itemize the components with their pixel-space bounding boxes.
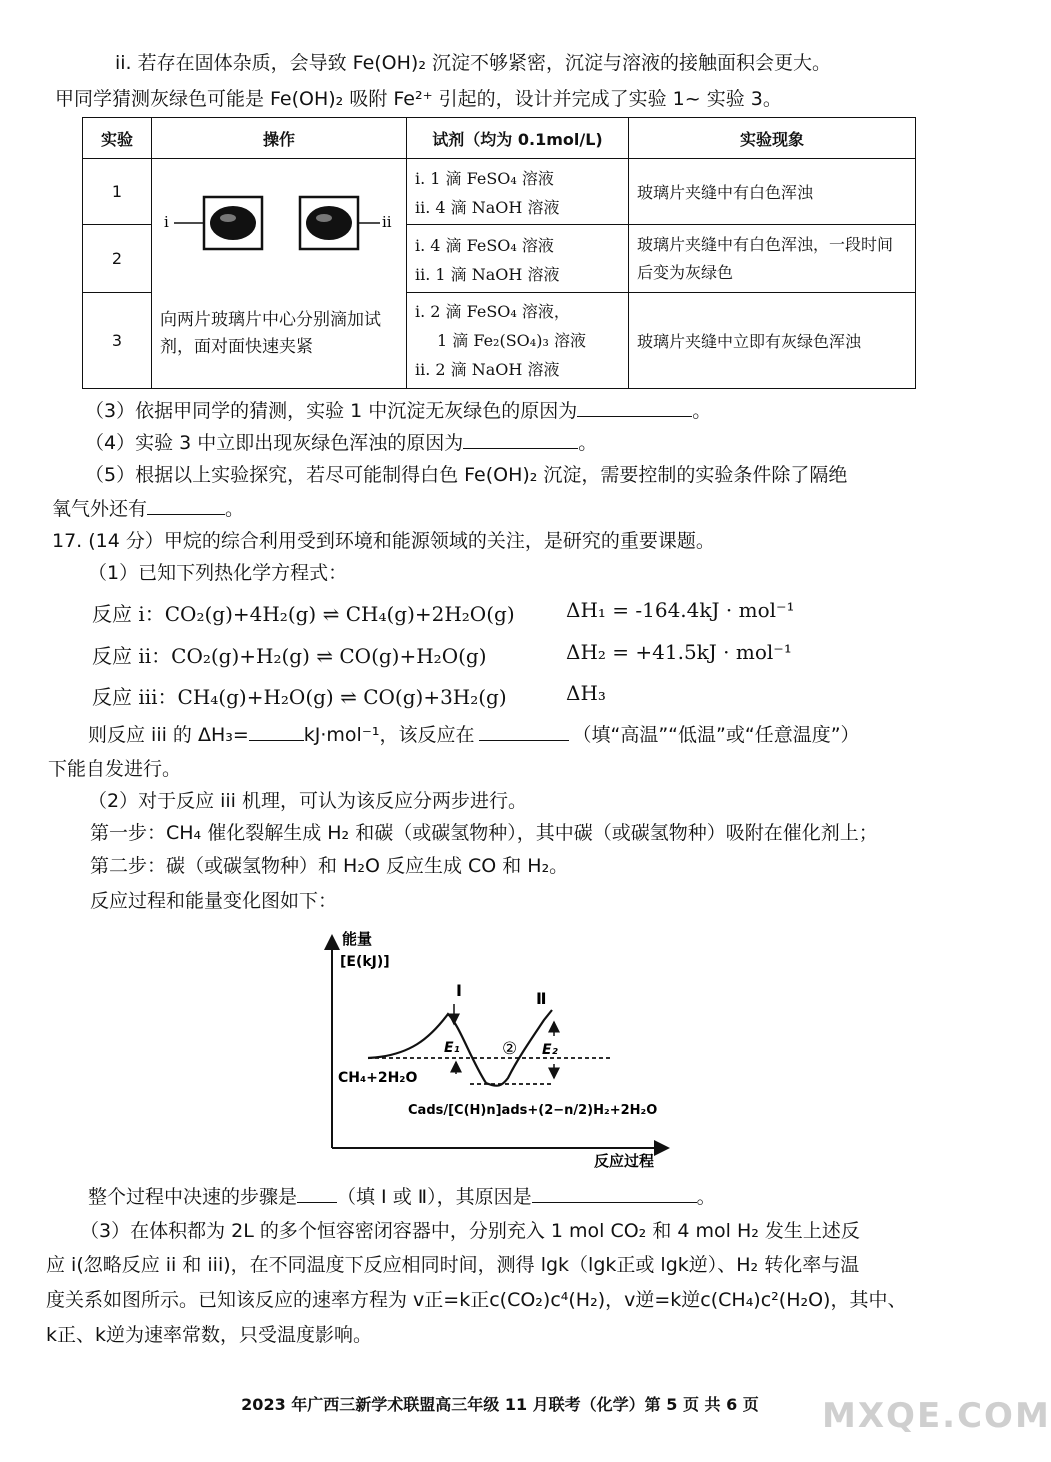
subquestion-3-line-4: k正、k逆为速率常数，只受温度影响。 — [46, 1324, 373, 1346]
answer-blank[interactable] — [463, 430, 578, 449]
reagent-line: ii. 2 滴 NaOH 溶液 — [415, 360, 560, 379]
y-axis-label: 能量 — [342, 930, 373, 948]
enthalpy-question-text: 则反应 iii 的 ΔH₃= — [88, 724, 249, 746]
col-header-operation: 操作 — [152, 118, 407, 159]
subquestion-3-line-3: 度关系如图所示。已知该反应的速率方程为 v正=k正c(CO₂)c⁴(H₂)，v逆=k逆c(CH₄)c²(H₂O)，其中、 — [46, 1289, 907, 1311]
answer-blank[interactable] — [147, 496, 225, 515]
col-header-exp: 实验 — [83, 118, 152, 159]
question-3-text: （3）依据甲同学的猜测，实验 1 中沉淀无灰绿色的原因为 — [85, 400, 578, 422]
table-header-row — [83, 118, 916, 159]
reaction-ii-enthalpy: ΔH₂ = +41.5kJ · mol⁻¹ — [566, 640, 792, 664]
subquestion-2: （2）对于反应 iii 机理，可认为该反应分两步进行。 — [88, 790, 528, 812]
x-axis-label: 反应过程 — [594, 1152, 655, 1170]
reaction-iii: 反应 iii：CH₄(g)+H₂O(g) ⇌ CO(g)+3H₂(g) — [92, 685, 507, 709]
intermediate-label: Cads/[C(H)n]ads+(2−n/2)H₂+2H₂O — [408, 1103, 658, 1118]
question-3 — [85, 398, 711, 424]
reagent-line: i. 2 滴 FeSO₄ 溶液， — [415, 302, 570, 321]
slide-label-ii: ii — [382, 213, 392, 231]
mechanism-step-2: 第二步：碳（或碳氢物种）和 H₂O 反应生成 CO 和 H₂。 — [90, 855, 569, 877]
page-footer: 2023 年广西三新学术联盟高三年级 11 月联考（化学）第 5 页 共 6 页 — [241, 1395, 759, 1414]
enthalpy-question — [88, 722, 860, 748]
answer-blank[interactable] — [479, 722, 569, 741]
period: 。 — [696, 1186, 716, 1208]
reaction-ii: 反应 ii：CO₂(g)+H₂(g) ⇌ CO(g)+H₂O(g) — [92, 644, 487, 668]
y-axis-unit: [E(kJ)] — [340, 954, 390, 970]
rate-step-question — [88, 1184, 716, 1210]
exp-number: 3 — [83, 293, 152, 389]
exp-number: 1 — [83, 159, 152, 225]
question-4 — [85, 430, 597, 456]
energy-diagram — [320, 928, 680, 1168]
step-2-marker: ② — [502, 1039, 518, 1059]
droplet-right — [306, 206, 352, 240]
phenomenon-cell: 玻璃片夹缝中有白色浑浊 — [629, 159, 916, 225]
mechanism-step-1: 第一步：CH₄ 催化裂解生成 H₂ 和碳（或碳氢物种），其中碳（或碳氢物种）吸附在催化剂上； — [90, 822, 878, 844]
operation-cell — [152, 159, 407, 389]
reactant-label: CH₄+2H₂O — [338, 1070, 418, 1086]
reagent-cell — [407, 159, 629, 225]
intro-line-1: ii. 若存在固体杂质，会导致 Fe(OH)₂ 沉淀不够紧密，沉淀与溶液的接触面积会更大。 — [115, 52, 831, 74]
enthalpy-question-end: 下能自发进行。 — [48, 758, 182, 780]
problem-17-title: 17. (14 分）甲烷的综合利用受到环境和能源领域的关注，是研究的重要课题。 — [52, 530, 715, 552]
answer-blank[interactable] — [577, 398, 692, 417]
activation-energy-2: E₂ — [542, 1042, 558, 1058]
glass-slides-illustration — [160, 169, 398, 269]
exp-number: 2 — [83, 225, 152, 293]
col-header-reagent: 试剂（均为 0.1mol/L) — [407, 118, 629, 159]
period: 。 — [225, 498, 245, 520]
reagent-line: i. 1 滴 FeSO₄ 溶液 — [415, 168, 554, 188]
rate-step-text: （填 Ⅰ 或 Ⅱ），其原因是 — [337, 1186, 532, 1208]
question-5-line-2 — [52, 496, 244, 522]
watermark: MXQE.COM — [822, 1396, 1051, 1436]
reagent-line: ii. 4 滴 NaOH 溶液 — [415, 197, 560, 217]
operation-text: 向两片玻璃片中心分别滴加试剂，面对面快速夹紧 — [160, 310, 381, 357]
activation-energy-1: E₁ — [444, 1040, 460, 1056]
col-header-phenomenon: 实验现象 — [629, 118, 916, 159]
answer-blank[interactable] — [249, 722, 304, 741]
phenomenon-cell: 玻璃片夹缝中有白色浑浊，一段时间后变为灰绿色 — [629, 225, 916, 293]
rate-step-text: 整个过程中决速的步骤是 — [88, 1186, 298, 1208]
answer-blank[interactable] — [297, 1184, 337, 1203]
reagent-line: ii. 1 滴 NaOH 溶液 — [415, 264, 560, 284]
subquestion-3-line-1: （3）在体积都为 2L 的多个恒容密闭容器中，分别充入 1 mol CO₂ 和 4 mol H₂ 发生上述反 — [80, 1220, 860, 1242]
peak-label-2: Ⅱ — [536, 989, 547, 1008]
question-5-line-1: （5）根据以上实验探究，若尽可能制得白色 Fe(OH)₂ 沉淀，需要控制的实验条件除了隔绝 — [85, 464, 848, 486]
reagent-cell — [407, 293, 629, 389]
table-row — [83, 159, 916, 225]
reaction-iii-enthalpy: ΔH₃ — [566, 681, 606, 705]
intro-line-2: 甲同学猜测灰绿色可能是 Fe(OH)₂ 吸附 Fe²⁺ 引起的，设计并完成了实验 1~ 实验 3。 — [55, 88, 782, 110]
answer-blank[interactable] — [532, 1184, 697, 1203]
enthalpy-question-text: kJ·mol⁻¹，该反应在 — [303, 724, 475, 746]
enthalpy-question-text: （填“高温”“低温”或“任意温度”） — [572, 724, 860, 746]
period: 。 — [692, 400, 712, 422]
slide-label-i: i — [164, 213, 169, 231]
question-4-text: （4）实验 3 中立即出现灰绿色浑浊的原因为 — [85, 432, 464, 454]
droplet-left — [210, 206, 256, 240]
period: 。 — [578, 432, 598, 454]
reaction-i: 反应 i：CO₂(g)+4H₂(g) ⇌ CH₄(g)+2H₂O(g) — [92, 602, 515, 626]
subquestion-3-line-2: 应 i(忽略反应 ii 和 iii)，在不同温度下反应相同时间，测得 lgk（lgk正或 lgk逆）、H₂ 转化率与温 — [46, 1254, 860, 1276]
reagent-line: 1 滴 Fe₂(SO₄)₃ 溶液 — [437, 331, 586, 350]
experiment-table — [82, 117, 916, 389]
subquestion-1: （1）已知下列热化学方程式： — [88, 562, 348, 584]
question-5-text: 氧气外还有 — [52, 498, 148, 520]
reagent-line: i. 4 滴 FeSO₄ 溶液 — [415, 235, 554, 255]
reaction-i-enthalpy: ΔH₁ = -164.4kJ · mol⁻¹ — [566, 598, 795, 622]
figure-intro: 反应过程和能量变化图如下： — [90, 890, 338, 912]
peak-label-1: Ⅰ — [456, 981, 462, 1000]
phenomenon-cell: 玻璃片夹缝中立即有灰绿色浑浊 — [629, 293, 916, 389]
reagent-cell — [407, 225, 629, 293]
